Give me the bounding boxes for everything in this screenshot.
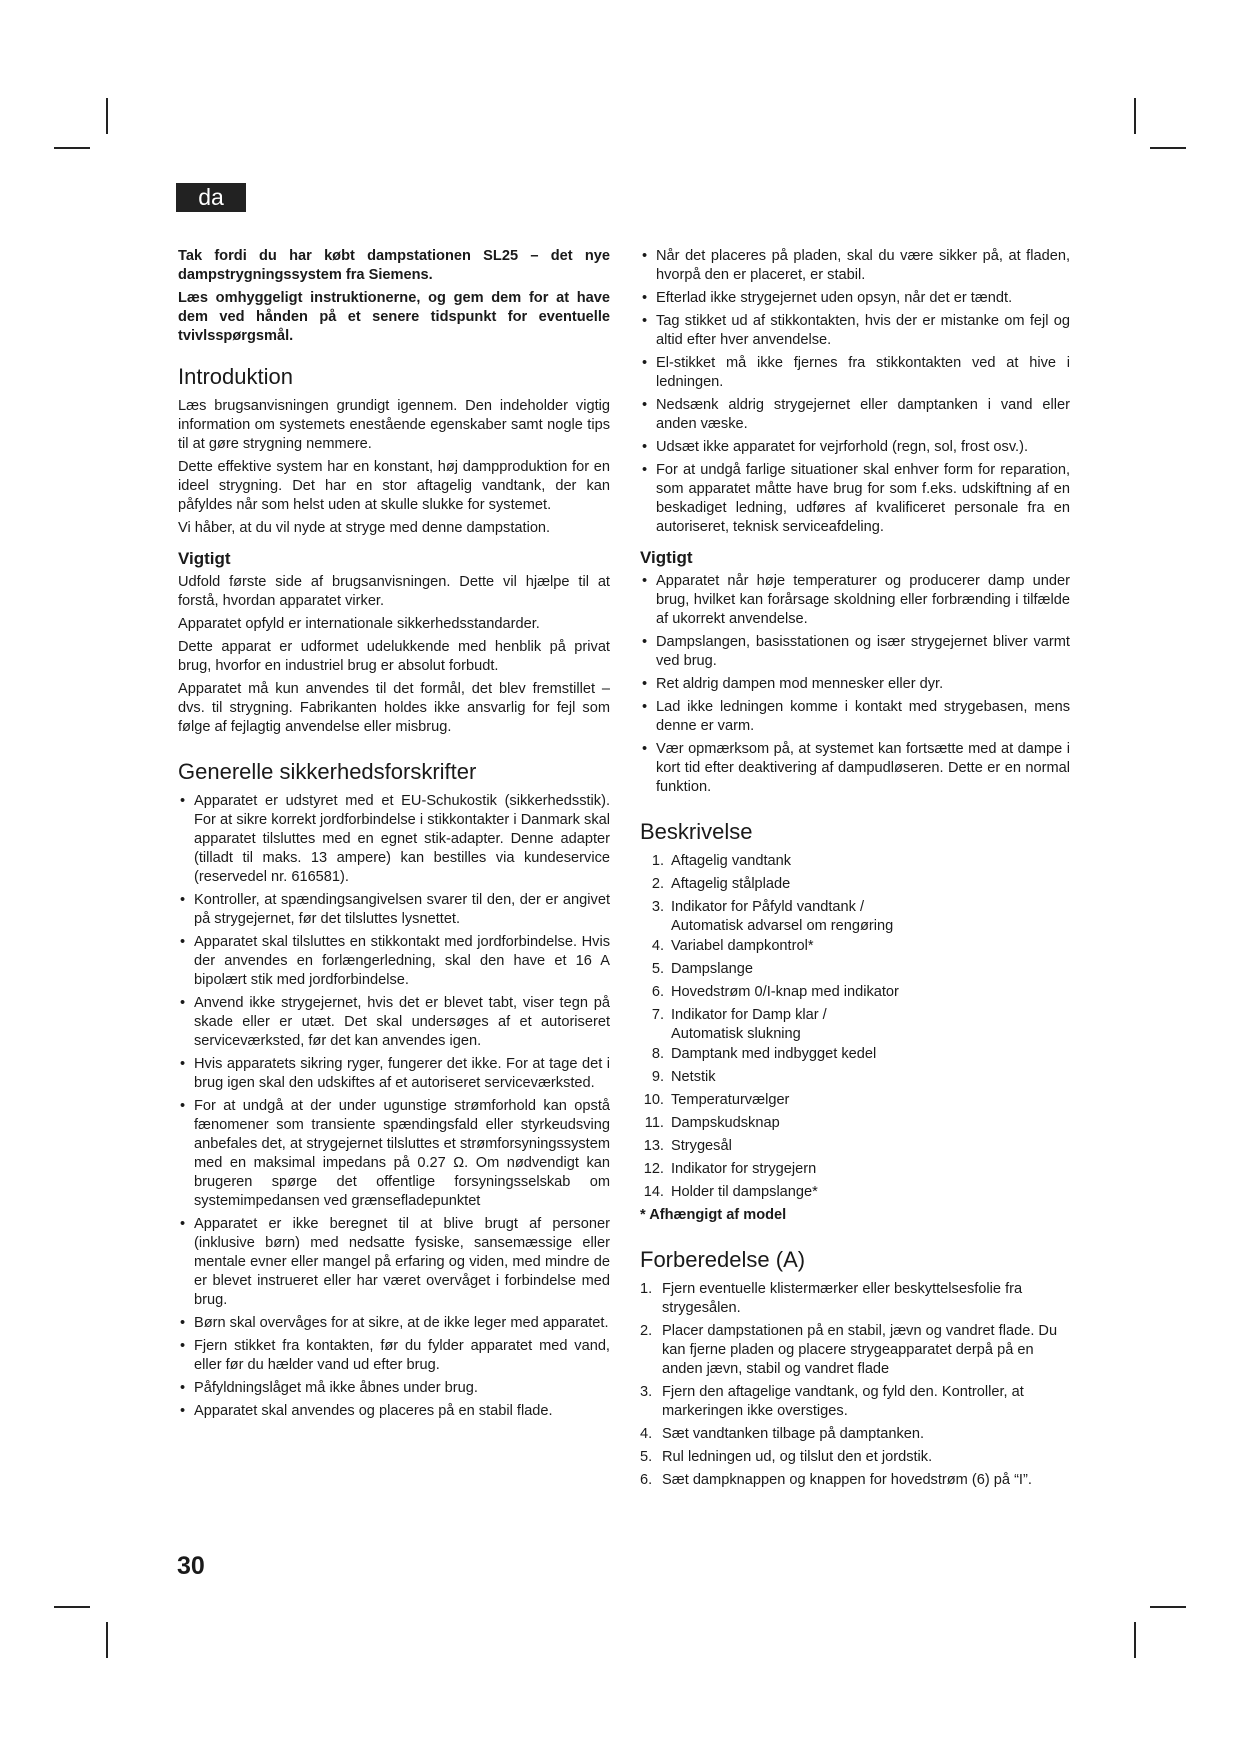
heading-vigtigt-2: Vigtigt [640, 548, 693, 567]
vigtigt-paragraph: Apparatet opfyld er internationale sikkerhedsstandarder. [178, 616, 540, 632]
description-item: 6. Hovedstrøm 0/I-knap med indikator [651, 984, 899, 1000]
heading-forberedelse: Forberedelse (A) [640, 1247, 806, 1272]
intro-read-instructions: Læs omhyggeligt instruktionerne, og gem dem for at have dem ved hånden på et senere tidspunkt for eventuelle tvivlsspørgsmål. [178, 290, 610, 344]
description-item: 8. Damptank med indbygget kedel [651, 1046, 877, 1062]
preparation-step: 3. Fjern den aftagelige vandtank, og fyld den. Kontroller, at markeringen ikke overstiges. [640, 1384, 1024, 1419]
description-item: 1. Aftagelig vandtank [651, 853, 792, 869]
introduktion-paragraph: Vi håber, at du vil nyde at stryge med denne dampstation. [178, 520, 551, 536]
safety-item: • Apparatet er udstyret med et EU-Schukostik (sikkerhedsstik). For at sikre korrekt jordforbindelse i stikkontakter i Danmark skal apparatet tilsluttes med en egnet stik-adapter. Denne adapter (tilladt til maks. 13 ampere) kan bestilles via kundeservice (reservedel nr. 616581). [178, 792, 610, 887]
important-item: • Apparatet når høje temperaturer og producerer damp under brug, hvilket kan forårsage skoldning eller forbrænding i tilfælde af ukorrekt anvendelse. [640, 572, 1070, 629]
vigtigt-paragraph: Udfold første side af brugsanvisningen. Dette vil hjælpe til at forstå, hvordan apparatet virker. [178, 574, 610, 609]
heading-introduktion: Introduktion [178, 364, 293, 389]
heading-sikkerhedsforskrifter: Generelle sikkerhedsforskrifter [178, 759, 477, 784]
safety-item: • Apparatet skal anvendes og placeres på en stabil flade. [178, 1402, 610, 1421]
safety-item: • Kontroller, at spændingsangivelsen svarer til den, der er angivet på strygejernet, før det tilsluttes lysnettet. [178, 891, 610, 929]
crop-mark-bottom-right-horizontal [1150, 1606, 1186, 1608]
description-item: 13. Strygesål [643, 1138, 732, 1154]
crop-mark-bottom-left-vertical [106, 1622, 108, 1658]
preparation-step: 1. Fjern eventuelle klistermærker eller beskyttelsesfolie fra strygesålen. [640, 1281, 1023, 1316]
safety-list-continued [640, 247, 1070, 537]
safety-item: • Nedsænk aldrig strygejernet eller damptanken i vand eller anden væske. [640, 396, 1070, 434]
model-footnote: * Afhængigt af model [640, 1207, 787, 1223]
important-item: • Ret aldrig dampen mod mennesker eller dyr. [640, 675, 1070, 694]
vigtigt-paragraph: Apparatet må kun anvendes til det formål, det blev fremstillet – dvs. til strygning. Fabrikanten holdes ikke ansvarlig for fejl som følge af fejlagtig anvendelse eller misbrug. [178, 681, 610, 735]
safety-item: • El-stikket må ikke fjernes fra stikkontakten ved at hive i ledningen. [640, 354, 1070, 392]
preparation-step: 4. Sæt vandtanken tilbage på damptanken. [640, 1426, 925, 1442]
safety-list [178, 792, 610, 1421]
heading-vigtigt: Vigtigt [178, 549, 231, 568]
description-item: 5. Dampslange [651, 961, 753, 977]
description-item: 11. Dampskudsknap [644, 1115, 780, 1131]
important-item: • Vær opmærksom på, at systemet kan fortsætte med at dampe i kort tid efter deaktivering af dampudløseren. Dette er en normal funktion. [640, 740, 1070, 797]
safety-item: • Anvend ikke strygejernet, hvis det er blevet tabt, viser tegn på skade eller er utæt. Det skal undersøges af et autoriseret serviceværksted, før det kan anvendes igen. [178, 994, 610, 1051]
important-list [640, 572, 1070, 797]
description-list [640, 852, 1070, 1202]
safety-item: • Udsæt ikke apparatet for vejrforhold (regn, sol, frost osv.). [640, 438, 1070, 457]
safety-item: • Når det placeres på pladen, skal du være sikker på, at fladen, hvorpå den er placeret, er stabil. [640, 247, 1070, 285]
important-item: • Lad ikke ledningen komme i kontakt med strygebasen, mens denne er varm. [640, 698, 1070, 736]
description-item: 4. Variabel dampkontrol* [651, 938, 814, 954]
introduktion-paragraph: Læs brugsanvisningen grundigt igennem. Den indeholder vigtig information om systemets enestående egenskaber samt nogle tips til at gøre strygning nemmere. [178, 398, 610, 452]
preparation-step: 6. Sæt dampknappen og knappen for hovedstrøm (6) på “I”. [640, 1472, 1032, 1488]
safety-item: • Påfyldningslåget må ikke åbnes under brug. [178, 1379, 610, 1398]
right-column [640, 247, 1070, 1494]
important-item: • Dampslangen, basisstationen og især strygejernet bliver varmt ved brug. [640, 633, 1070, 671]
crop-mark-bottom-left-horizontal [54, 1606, 90, 1608]
intro-thanks: Tak fordi du har købt dampstationen SL25 – det nye dampstrygningssystem fra Siemens. [178, 248, 610, 283]
vigtigt-paragraph: Dette apparat er udformet udelukkende med henblik på privat brug, hvorfor en industriel brug er absolut forbudt. [178, 639, 610, 674]
safety-item: • For at undgå farlige situationer skal enhver form for reparation, som apparatet måtte have brug for som f.eks. udskiftning af en beskadiget ledning, udføres af kvalificeret personale fra en autoriseret, teknisk serviceafdeling. [640, 461, 1070, 537]
safety-item: • Tag stikket ud af stikkontakten, hvis der er mistanke om fejl og altid efter hver anvendelse. [640, 312, 1070, 350]
safety-item: • Apparatet er ikke beregnet til at blive brugt af personer (inklusive børn) med nedsatte fysiske, sansemæssige eller mentale evner eller mangel på erfaring og viden, med mindre de er blevet instrueret eller har været overvåget i forbindelse med brug. [178, 1215, 610, 1310]
preparation-list [640, 1280, 1070, 1490]
crop-mark-bottom-right-vertical [1134, 1622, 1136, 1658]
description-item: 2. Aftagelig stålplade [651, 876, 791, 892]
safety-item: • For at undgå at der under ugunstige strømforhold kan opstå fænomener som transiente spændingsfald eller styrkeudsving anbefales det, at strygejernet tilsluttes et strømforsyningssystem med en maksimal impedans på 0.27 Ω. Om nødvendigt kan brugeren spørge det offentlige forsyningsselskab om systemimpedansen ved grænsefladepunktet [178, 1097, 610, 1211]
preparation-step: 5. Rul ledningen ud, og tilslut den et jordstik. [640, 1449, 933, 1465]
description-item: 12. Indikator for strygejern [643, 1161, 817, 1177]
description-item: 14. Holder til dampslange* [643, 1184, 818, 1200]
left-column [178, 247, 610, 1425]
language-tag: da [176, 183, 246, 212]
safety-item: • Hvis apparatets sikring ryger, fungerer det ikke. For at tage det i brug igen skal den udskiftes af et autoriseret serviceværksted. [178, 1055, 610, 1093]
description-item: 7. Indikator for Damp klar / Automatisk slukning [651, 1007, 827, 1042]
page-number: 30 [177, 1552, 205, 1580]
description-item: 10. Temperaturvælger [643, 1092, 790, 1108]
crop-mark-top-left-horizontal [54, 147, 90, 149]
safety-item: • Børn skal overvåges for at sikre, at de ikke leger med apparatet. [178, 1314, 610, 1333]
introduktion-paragraph: Dette effektive system har en konstant, høj dampproduktion for en ideel strygning. Det har en stor aftagelig vandtank, der kan påfyldes når som helst uden at skulle slukke for systemet. [178, 459, 610, 513]
description-item: 9. Netstik [651, 1069, 716, 1085]
heading-beskrivelse: Beskrivelse [640, 819, 753, 844]
description-item: 3. Indikator for Påfyld vandtank / Automatisk advarsel om rengøring [651, 899, 894, 934]
crop-mark-top-left-vertical [106, 98, 108, 134]
crop-mark-top-right-vertical [1134, 98, 1136, 134]
preparation-step: 2. Placer dampstationen på en stabil, jævn og vandret flade. Du kan fjerne pladen og placere strygeapparatet derpå på en anden jævn, stabil og vandret flade [640, 1323, 1058, 1377]
safety-item: • Apparatet skal tilsluttes en stikkontakt med jordforbindelse. Hvis der anvendes en forlængerledning, skal den have et 16 A bipolært stik med jordforbindelse. [178, 933, 610, 990]
safety-item: • Efterlad ikke strygejernet uden opsyn, når det er tændt. [640, 289, 1070, 308]
safety-item: • Fjern stikket fra kontakten, før du fylder apparatet med vand, eller før du hælder vand ud efter brug. [178, 1337, 610, 1375]
crop-mark-top-right-horizontal [1150, 147, 1186, 149]
